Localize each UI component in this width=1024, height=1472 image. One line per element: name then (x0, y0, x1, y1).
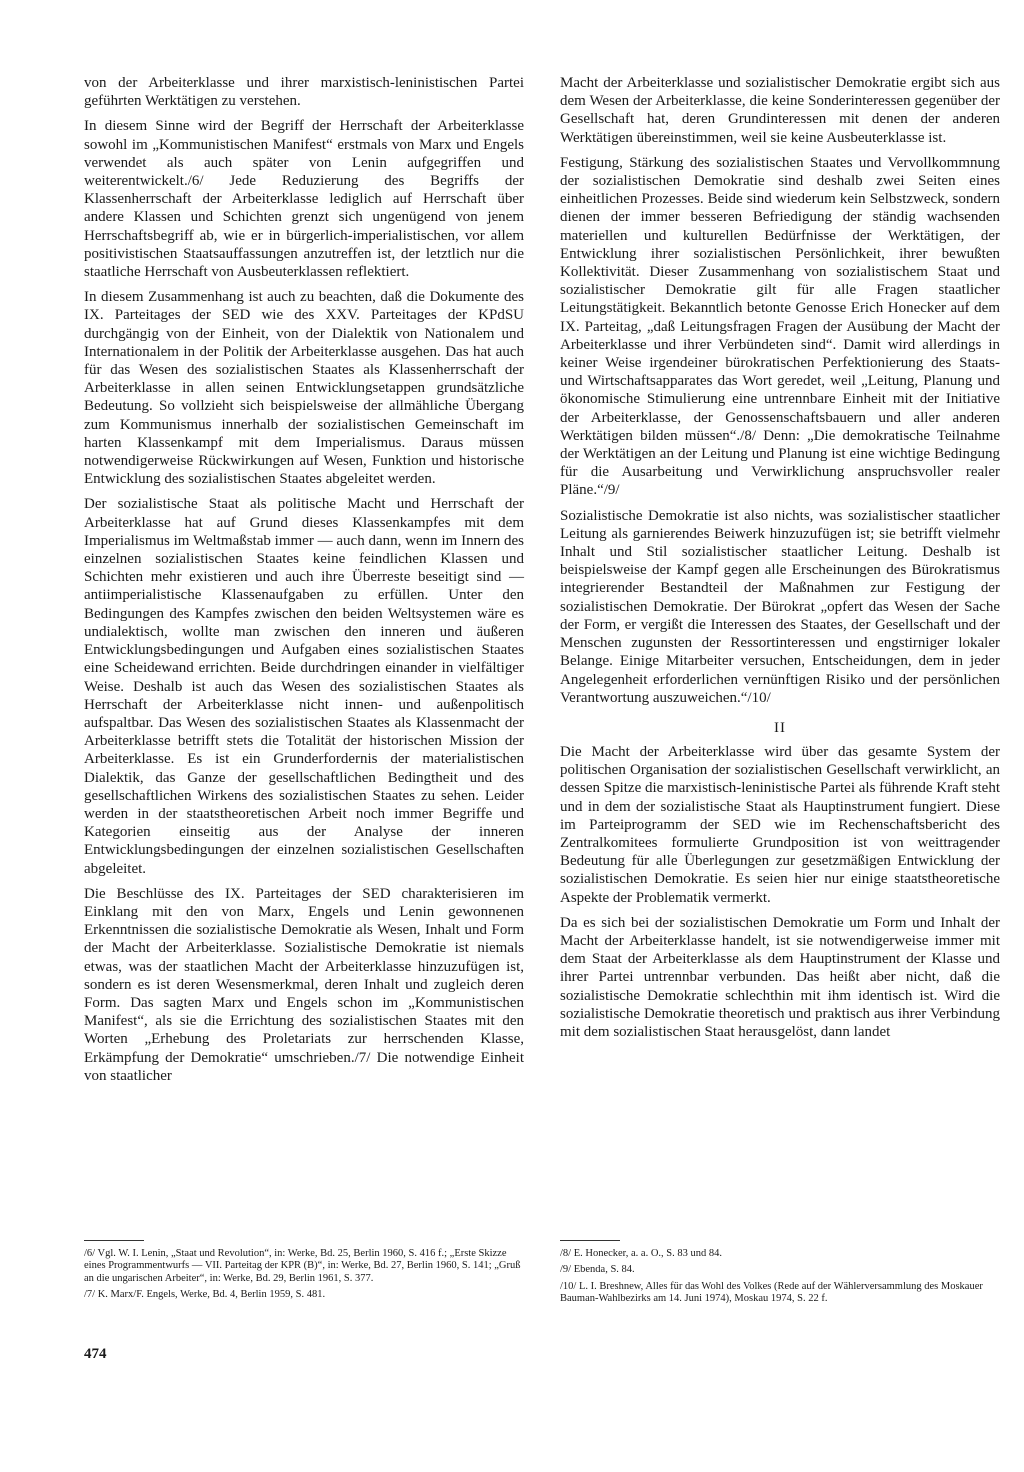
right-column (560, 74, 1000, 1048)
section-heading: II (774, 719, 786, 736)
left-footnotes (84, 1248, 524, 1305)
body-paragraph: Sozialistische Demokratie ist also nichts, was sozialistischer staatlicher Leitung als garnierendes Beiwerk hinzuzufügen ist; sie betrifft vielmehr Inhalt und Stil sozialistischer staatlicher Leitung. Deshalb ist beispielsweise der Kampf gegen alle Erscheinungen des Bürokratismus integrierender Bestandteil der Maßnahmen zur Festigung der sozialistischen Demokratie. Der Bürokrat „opfert das Wesen der Sache der Form, er vergißt die Interessen des Staates, der Gesellschaft und der Menschen zugunsten der Ressortinteressen und engstirniger lokaler Belange. Einige Mitarbeiter versuchen, Entscheidungen, dem in jeder Angelegenheit erforderlichen vernünftigen Risiko und der persönlichen Verantwortung auszuweichen.“/10/ (560, 507, 1000, 706)
body-paragraph: Die Beschlüsse des IX. Parteitages der SED charakterisieren im Einklang mit den von Marx, Engels und Lenin gewonnenen Erkenntnissen die sozialistische Demokratie als Wesen, Inhalt und Form der Macht der Arbeiterklasse. Sozialistische Demokratie ist niemals etwas, was der staatlichen Macht der Arbeiterklasse hinzuzufügen ist, sondern es ist deren Wesensmerkmal, deren Inhalt und zugleich deren Form. Das sagten Marx und Engels schon im „Kommunistischen Manifest“, als sie die Errichtung des sozialistischen Staates mit den Worten „Erhebung des Proletariats zur herrschenden Klasse, Erkämpfung der Demokratie“ umschrieben./7/ Die notwendige Einheit von staatlicher (84, 885, 524, 1084)
body-paragraph: Macht der Arbeiterklasse und sozialistischer Demokratie ergibt sich aus dem Wesen der Arbeiterklasse, die keine Sonderinteressen gegenüber der Gesellschaft hat, deren Grundinteressen mit denen der anderen Werktätigen übereinstimmen, weil sie keine Ausbeuterklasse ist. (560, 75, 1000, 146)
right-footnotes (560, 1248, 1000, 1309)
left-column (84, 74, 524, 1092)
footnote: /8/ E. Honecker, a. a. O., S. 83 und 84. (560, 1248, 723, 1259)
footnote: /6/ Vgl. W. I. Lenin, „Staat und Revolution“, in: Werke, Bd. 25, Berlin 1960, S. 416 f.; „Erste Skizze eines Programmentwurfs — VII. Parteitag der KPR (B)“, in: Werke, Bd. 27, Berlin 1960, S. 141; „Gruß an die ungarischen Arbeiter“, in: Werke, Bd. 29, Berlin 1961, S. 377. (84, 1248, 521, 1284)
page-number: 474 (84, 1346, 107, 1362)
footnote-divider (560, 1240, 620, 1241)
body-paragraph: Der sozialistische Staat als politische Macht und Herrschaft der Arbeiterklasse hat auf Grund dieses Klassenkampfes mit dem Imperialismus im Weltmaßstab immer — auch dann, wenn im Innern des einzelnen sozialistischen Staates keine feindlichen Klassen und Schichten mehr existieren und auch ihre Überreste beseitigt sind — antiimperialistische Klassenaufgaben zu erfüllen. Unter den Bedingungen des Kampfes zwischen den beiden Weltsystemen wäre es undialektisch, wollte man zwischen den inneren und äußeren Entwicklungsbedingungen und Aufgaben eines sozialistischen Staates eine Scheidewand errichten. Beide durchdringen einander in vielfältiger Weise. Deshalb ist auch das Wesen des sozialistischen Staates als Herrschaft der Arbeiterklasse nicht innen- und außenpolitisch aufspaltbar. Das Wesen des sozialistischen Staates als Klassenmacht der Arbeiterklasse betrifft stets die Totalität der historischen Mission der Arbeiterklasse. Es ist ein Grunderfordernis der materialistischen Dialektik, das Ganze der gesellschaftlichen Bedingtheit und des gesellschaftlichen Wirkens des sozialistischen Staates zu sehen. Leider werden in der staatstheoretischen Arbeit noch immer Begriffe und Kategorien einseitig aus der Analyse der inneren Entwicklungsbedingungen der einzelnen sozialistischen Gesellschaften abgeleitet. (84, 496, 524, 877)
footnote: /10/ L. I. Breshnew, Alles für das Wohl des Volkes (Rede auf der Wählerversammlung des Moskauer Bauman-Wahlbezirks am 14. Juni 1974), Moskau 1974, S. 22 f. (560, 1280, 983, 1304)
footnote: /7/ K. Marx/F. Engels, Werke, Bd. 4, Berlin 1959, S. 481. (84, 1288, 326, 1300)
body-paragraph: Da es sich bei der sozialistischen Demokratie um Form und Inhalt der Macht der Arbeiterklasse handelt, ist sie notwendigerweise immer mit dem Staat der Arbeiterklasse als dem Hauptinstrument der Klasse und ihrer Partei untrennbar verbunden. Das heißt aber nicht, daß die sozialistische Demokratie schlechthin mit ihm identisch ist. Wird die sozialistische Demokratie theoretisch und praktisch aus ihrer Verbindung mit dem sozialistischen Staat herausgelöst, dann landet (560, 914, 1000, 1040)
body-paragraph: Die Macht der Arbeiterklasse wird über das gesamte System der politischen Organisation der sozialistischen Gesellschaft verwirklicht, an dessen Spitze die marxistisch-leninistische Partei als führende Kraft steht und in dem der sozialistische Staat als Hauptinstrument fungiert. Diese im Parteiprogramm der SED wie im Rechenschaftsbericht des Zentralkomitees formulierte Grundposition ist von weittragender Bedeutung für alle Überlegungen zur gesetzmäßigen Entwicklung der sozialistischen Demokratie. Es seien hier nur einige staatstheoretische Aspekte der Problematik vermerkt. (560, 743, 1000, 906)
body-paragraph: In diesem Sinne wird der Begriff der Herrschaft der Arbeiterklasse sowohl im „Kommunistischen Manifest“ erstmals von Marx und Engels verwendet als auch später von Lenin aufgegriffen und weiterentwickelt./6/ Jede Reduzierung des Begriffs der Klassenherrschaft der Arbeiterklasse lediglich auf Herrschaft über andere Klassen und Schichten grenzt sich ungenügend von jenem Herrschaftsbegriff ab, wie er in bürgerlich-imperialistischen, vor allem positivistischen Staatsauffassungen anzutreffen ist, der letztlich nur die staatliche Herrschaft von Ausbeuterklassen reflektiert. (84, 118, 524, 281)
body-paragraph: von der Arbeiterklasse und ihrer marxistisch-leninistischen Partei geführten Werktätigen zu verstehen. (84, 75, 524, 110)
body-paragraph: In diesem Zusammenhang ist auch zu beachten, daß die Dokumente des IX. Parteitages der SED wie des XXV. Parteitages der KPdSU durchgängig von der Einheit, von der Dialektik von Nationalem und Internationalem in der Politik der Arbeiterklasse ausgehen. Das hat auch für das Wesen des sozialistischen Staates als Klassenherrschaft der Arbeiterklasse in allen seinen Entwicklungsetappen grundsätzliche Bedeutung. So vollzieht sich beispielsweise der allmähliche Übergang zum Kommunismus innerhalb der sozialistischen Gemeinschaft im harten Klassenkampf mit dem Imperialismus. Daraus müssen notwendigerweise Rückwirkungen auf Wesen, Funktion und historische Entwicklung des sozialistischen Staates abgeleitet werden. (84, 289, 524, 488)
body-paragraph: Festigung, Stärkung des sozialistischen Staates und Vervollkommnung der sozialistischen Demokratie sind deshalb zwei Seiten eines einheitlichen Prozesses. Beide sind wiederum kein Selbstzweck, sondern dienen der immer besseren Befriedigung der ständig wachsenden materiellen und kulturellen Bedürfnisse der Werktätigen, der Entwicklung ihrer sozialistischen Persönlichkeit, ihrer bewußten Kollektivität. Dieser Zusammenhang von sozialistischem Staat und sozialistischer Demokratie gilt für alle Fragen staatlicher Leitungstätigkeit. Bekanntlich betonte Genosse Erich Honecker auf dem IX. Parteitag, „daß Leitungsfragen Fragen der Ausübung der Macht der Arbeiterklasse und ihrer Verbündeten sind“. Damit wird allerdings in keiner Weise irgendeiner bürokratischen Perfektionierung des Staats- und Wirtschaftsapparates das Wort geredet, weil „Leitung, Planung und ökonomische Stimulierung eine untrennbare Einheit mit der Initiative der Arbeiterklasse, der Genossenschaftsbauern und aller anderen Werktätigen bilden müssen“./8/ Denn: „Die demokratische Teilnahme der Werktätigen an der Leitung und Planung ist eine wichtige Bedingung für die Ausarbeitung und Verwirklichung anspruchsvoller realer Pläne.“/9/ (560, 154, 1000, 499)
footnote-divider (84, 1240, 144, 1241)
footnote: /9/ Ebenda, S. 84. (560, 1264, 635, 1276)
